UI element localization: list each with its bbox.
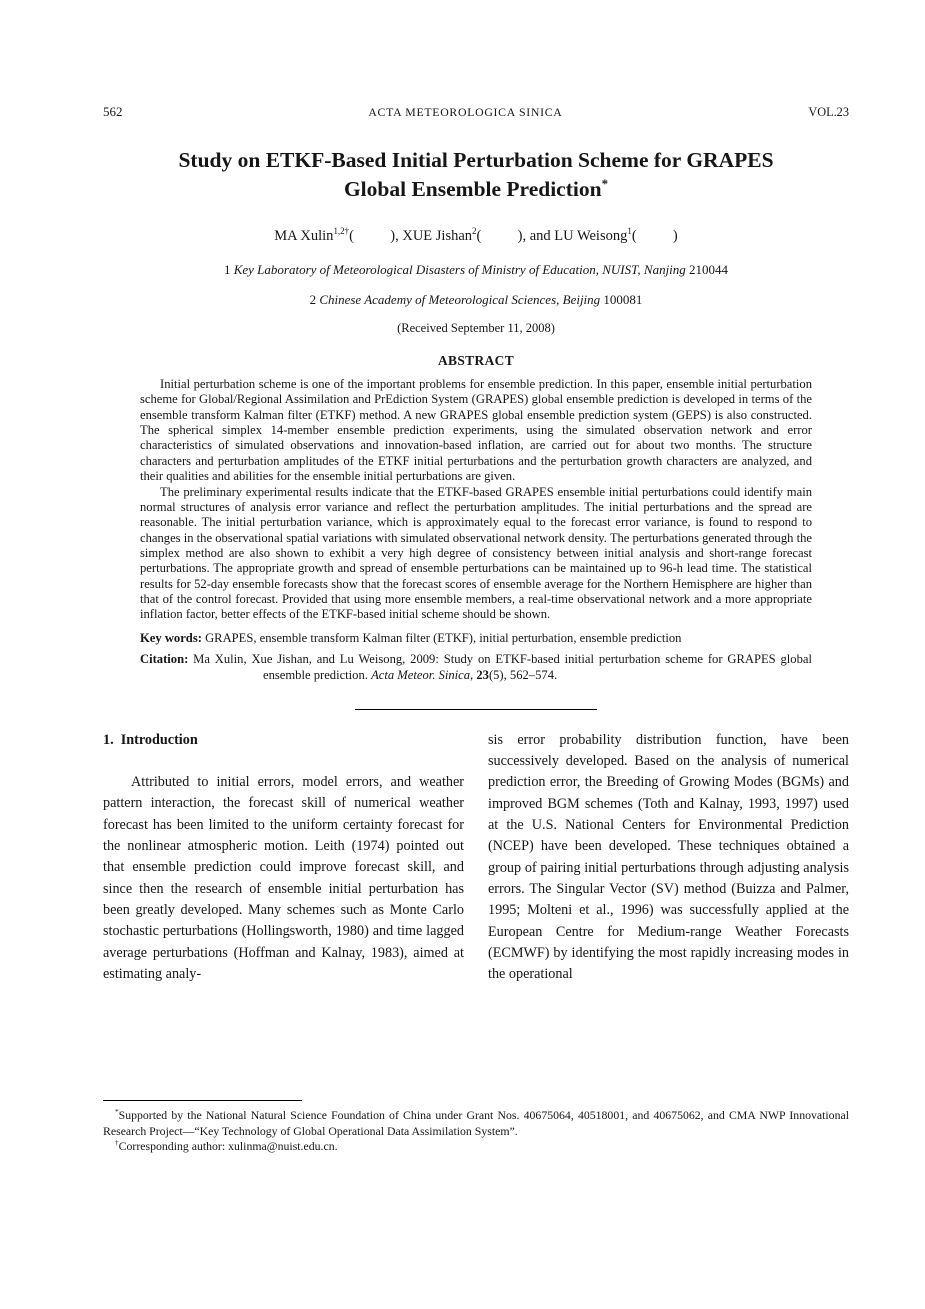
abstract-body (140, 377, 812, 623)
keywords-line (140, 631, 812, 646)
footnotes (103, 1100, 849, 1155)
abstract-paragraph-2: The preliminary experimental results indicate that the ETKF-based GRAPES ensemble initial perturbations could identify main normal structures of analysis error variance and reflect the perturbation amplitudes. The initial perturbations and the spread are reasonable. The initial perturbation variance, which is approximately equal to the forecast error variance, is found to respond to changes in the observational spatial variations with simulated observational network density. The perturbations generated through the simplex method are also shown to exhibit a very high degree of consistency between initial analysis and short-range forecast perturbations. The appropriate growth and spread of ensemble perturbations can be maintained up to 96-h lead time. The statistical results for 52-day ensemble forecasts show that the forecast scores of ensemble average for the Northern Hemisphere are higher than that of the control forecast. Provided that using more ensemble members, a real-time observational network and a more appropriate inflation factor, better effects of the ETKF-based initial scheme should be shown. (140, 484, 812, 622)
right-column (488, 730, 849, 986)
author-superscript: 2 (472, 226, 477, 237)
footnote-corresponding (103, 1139, 849, 1155)
author-name: MA Xulin (274, 228, 334, 245)
page-number: 562 (103, 104, 123, 119)
author-superscript: 1,2† (333, 226, 350, 237)
journal-name: ACTA METEOROLOGICA SINICA (368, 105, 563, 119)
author-cjk-name: ( ) (476, 228, 523, 245)
abstract-paragraph-1: Initial perturbation scheme is one of the important problems for ensemble prediction. In this paper, ensemble initial perturbation scheme for Global/Regional Assimilation and PrEdiction System (GRAPES) global ensemble prediction is developed in terms of the ensemble transform Kalman filter (ETKF) method. A new GRAPES global ensemble prediction system (GEPS) is also constructed. The spherical simplex 14-member ensemble prediction experiments, using the simulated observation network and error characteristics of simulated observations and innovation-based inflation, are carried out for about two months. The structure characters and perturbation amplitudes of the ETKF initial perturbations and the perturbation growth characters are analyzed, and their qualities and abilities for the ensemble initial perturbations are given. (140, 377, 812, 484)
footnote-funding-text: Supported by the National Natural Science Foundation of China under Grant Nos. 40675064, 40518001, and 40675062, and CMA NWP Innovational Research Project—“Key Technology of Global Operational Data Assimilation System”. (103, 1108, 849, 1138)
citation-line (140, 652, 812, 683)
paper-title (103, 146, 849, 204)
author-2 (402, 228, 554, 244)
running-header (103, 104, 849, 120)
abstract-heading: ABSTRACT (437, 353, 515, 369)
affiliation-1 (103, 262, 849, 278)
section-divider (355, 709, 597, 710)
title-line-1: Study on ETKF-Based Initial Perturbation Scheme for GRAPES (178, 148, 774, 172)
keywords-text: GRAPES, ensemble transform Kalman filter (ETKF), initial perturbation, ensemble prediction (201, 630, 682, 645)
author-superscript: 1 (627, 226, 632, 237)
footnote-funding (103, 1108, 849, 1139)
title-footnote-star: * (601, 176, 609, 191)
intro-paragraph: Attributed to initial errors, model errors, and weather pattern interaction, the forecast skill of numerical weather forecast has been limited to the uniform certainty forecast for the nonlinear atmospheric motion. Leith (1974) pointed out that ensemble prediction could improve forecast skill, and since then the research of ensemble initial perturbation has been greatly developed. Many schemes such as Monte Carlo stochastic perturbations (Hollingsworth, 1980) and time lagged average perturbations (Hoffman and Kalnay, 1983), aimed at estimating analy- (103, 774, 464, 982)
affiliation-2 (103, 292, 849, 308)
author-cjk-name: ( ) (349, 228, 396, 245)
intro-heading: 1. Introduction (103, 731, 198, 748)
author-name: XUE Jishan (402, 228, 473, 245)
affiliation-number: 2 (309, 292, 317, 308)
citation-journal: Acta Meteor. Sinica, (371, 667, 477, 682)
keywords-label: Key words: (140, 630, 202, 645)
author-cjk-name: ( ) (631, 228, 678, 245)
author-1 (274, 228, 402, 244)
affiliation-text: Key Laboratory of Meteorological Disasters of Ministry of Education, NUIST, Nanjing (233, 262, 686, 278)
footnote-star-marker: * (115, 1107, 119, 1117)
received-date: (Received September 11, 2008) (397, 321, 555, 336)
footnote-corresponding-text: Corresponding author: xulinma@nuist.edu.cn. (118, 1139, 338, 1154)
authors-line (103, 228, 849, 245)
citation-label: Citation: (140, 652, 189, 667)
citation-pages: (5), 562–574. (488, 667, 558, 682)
affiliation-text: Chinese Academy of Meteorological Sciences, Beijing (319, 292, 601, 308)
citation-text: Ma Xulin, Xue Jishan, and Lu Weisong, 2009: Study on ETKF-based initial perturbation scheme for GRAPES global ensemble prediction. (188, 652, 812, 682)
two-column-body (103, 730, 849, 986)
affiliation-number: 1 (223, 262, 231, 278)
title-line-2: Global Ensemble Prediction (343, 177, 602, 202)
author-name: LU Weisong (554, 228, 628, 245)
affiliation-zip: 210044 (685, 262, 729, 278)
citation-volume: 23 (476, 667, 489, 682)
author-separator: , and (522, 228, 555, 245)
volume-label: VOL.23 (808, 105, 849, 119)
footnote-dagger-marker: † (115, 1138, 119, 1148)
affiliation-zip: 100081 (600, 292, 643, 308)
footnote-rule (103, 1100, 302, 1101)
author-separator: , (395, 228, 403, 245)
left-column (103, 730, 464, 986)
right-column-paragraph: sis error probability distribution function, have been successively developed. Based on the analysis of numerical prediction error, the Breeding of Growing Modes (BGMs) and improved BGM schemes (Toth and Kalnay, 1993, 1997) used at the U.S. National Centers for Environmental Prediction (NCEP) have been developed. These techniques obtained a group of pairing initial perturbations through adjusting analysis errors. The Singular Vector (SV) method (Buizza and Palmer, 1995; Molteni et al., 1996) was successfully applied at the European Centre for Medium-range Weather Forecasts (ECMWF) by identifying the most rapidly increasing modes in the operational (488, 731, 849, 983)
author-3 (554, 228, 678, 244)
